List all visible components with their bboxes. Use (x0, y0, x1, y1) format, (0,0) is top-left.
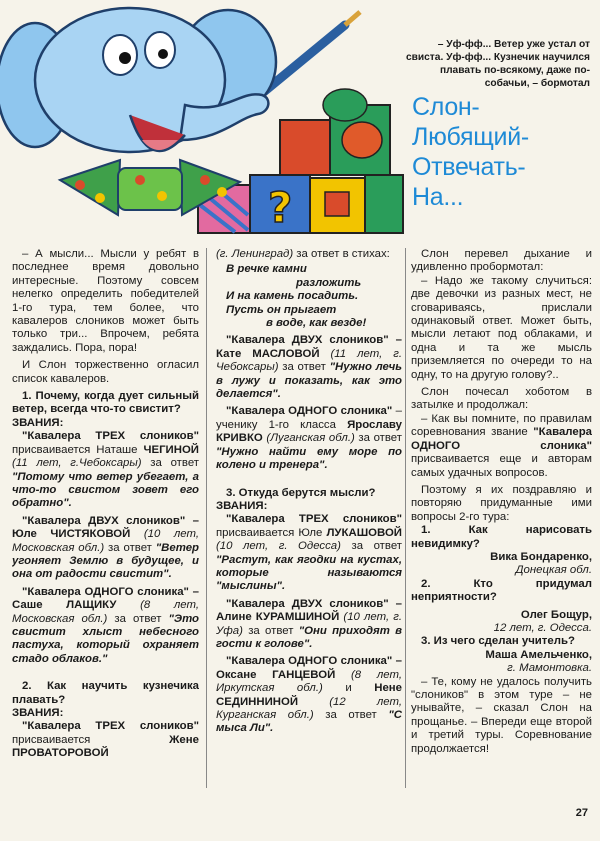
poem (226, 263, 402, 330)
award-text: присваивается Наташе (12, 443, 144, 456)
winner-info: (11 лет, г. Чебоксары) (216, 347, 402, 374)
winner-info: (8 лет, Иркутская обл.) (216, 668, 402, 695)
award-entry (216, 405, 402, 472)
award-text: за ответ (107, 612, 169, 625)
winner-info: (10 лет, г. Уфа) (216, 611, 402, 637)
award-text: за ответ (340, 540, 402, 553)
poem-line: разложить (296, 276, 362, 289)
award-title: "Кавалера ОДНОГО слоника" – Оксане ГАНЦЕВОЙ (216, 655, 402, 681)
winning-answer: "Они приходят в гости к голове". (216, 624, 402, 650)
paragraph: Слон перевел дыхание и удивленно пробормотал: (411, 248, 592, 274)
intro-text: – Уф-фф... Ветер уже устал от свиста. Уф-фф... Кузнечик научился плавать по-всякому, даже по-собачьи, – бормотал (405, 39, 590, 89)
heading-line: Слон- (412, 93, 480, 121)
award-text: за ответ (354, 432, 402, 445)
titles-label: ЗВАНИЯ: (12, 416, 64, 429)
award-entry (12, 430, 199, 510)
heading-line: Отвечать- (412, 153, 526, 181)
award-entry (216, 513, 402, 593)
winning-answer: "Это свистит хлыст небесного пастуха, который охраняет стадо облаков." (12, 612, 199, 665)
paragraph-text: присваивается еще и авторам самых удачных вопросов. (411, 453, 592, 479)
heading-line: На... (412, 183, 464, 211)
poem-line: Пусть он прыгает (226, 303, 337, 316)
paragraph: И Слон торжественно огласил список кавалеров. (12, 359, 199, 385)
winning-answer: "С мыса Ли". (216, 709, 402, 735)
winning-answer: "Нужно найти ему море по колено и тренера". (216, 445, 402, 472)
winner-name: Ярославу КРИВКО (216, 418, 402, 445)
question: 2. Кто придумал неприятности? (411, 577, 592, 604)
column-divider (206, 248, 207, 788)
winner-info: (10 лет, Московская обл.) (12, 528, 199, 554)
author-info: 12 лет, г. Одесса. (493, 621, 592, 634)
winning-answer: "Нужно лечь в лужу и показать, как это делается". (216, 361, 402, 401)
award-title: "Кавалера ОДНОГО слоника" (411, 426, 592, 452)
winner-name: ЧЕГИНОЙ (143, 443, 199, 456)
winner-info: (11 лет, г.Чебоксары) (12, 457, 142, 470)
column-2 (216, 248, 402, 808)
winning-answer: "Растут, как ягодки на кустах, которые называются "мыслины". (216, 553, 402, 593)
award-text: за ответ (141, 457, 199, 470)
award-title: "Кавалера ДВУХ слоников" – Юле ЧИСТЯКОВОЙ (12, 514, 199, 541)
award-entry (216, 598, 402, 652)
award-text: присваивается (12, 733, 170, 746)
author-info: Донецкая обл. (515, 564, 592, 577)
titles-label: ЗВАНИЯ: (12, 707, 64, 719)
award-text: присваивается Юле (216, 526, 327, 539)
titles-label: ЗВАНИЯ: (216, 499, 268, 512)
svg-text:?: ? (268, 183, 293, 232)
author-name: Маша Амельченко, (485, 648, 592, 661)
question: 2. Как научить кузнечика плавать? (12, 680, 199, 706)
winner-name: ЛУКАШОВОЙ (326, 526, 402, 539)
award-title: "Кавалера ДВУХ слоников" – Алине КУРАМШИНОЙ (216, 597, 402, 624)
article-heading (412, 92, 592, 212)
page-number: 27 (575, 807, 588, 819)
winning-answer: "Потому что ветер убегает, а что-то свистом зовет его обратно". (12, 470, 199, 510)
award-entry (216, 334, 402, 401)
award-text: за ответ (242, 624, 299, 637)
award-title: "Кавалера ОДНОГО слоника" – Саше ЛАЩИКУ (12, 585, 199, 612)
award-text: за ответ (278, 361, 330, 374)
award-title: "Кавалера ДВУХ слоников" – Кате МАСЛОВОЙ (216, 334, 402, 360)
award-entry (216, 655, 402, 735)
winner-info: (Луганская обл.) (262, 432, 355, 445)
award-title: "Кавалера ТРЕХ слоников" (226, 513, 402, 526)
award-entry (12, 515, 199, 582)
paragraph (411, 413, 592, 480)
poem-line: в воде, как везде! (266, 317, 367, 330)
paragraph-text: – Как вы помните, по правилам соревнования звание (411, 412, 592, 439)
award-text: и (322, 682, 375, 695)
winner-info: (8 лет, Московская обл.) (12, 599, 199, 625)
poem-line: В речке камни (226, 263, 307, 276)
award-title: "Кавалера ТРЕХ слоников" (22, 430, 199, 443)
winner-name: Жене ПРОВАТОРОВОЙ (12, 733, 199, 760)
award-text: – ученику 1-го класса (216, 405, 402, 431)
award-text: за ответ в стихах: (293, 248, 390, 260)
question: 1. Как нарисовать невидимку? (411, 524, 592, 550)
author-name: Вика Бондаренко, (490, 550, 592, 563)
poem-line: И на камень посадить. (226, 290, 359, 303)
question: 3. Из чего сделан учитель? (421, 635, 575, 648)
paragraph: Слон почесал хоботом в затылке и продолжал: (411, 386, 592, 412)
award-title: "Кавалера ОДНОГО слоника" (226, 405, 393, 418)
author-info: г. Мамонтовка. (507, 662, 592, 675)
paragraph: – Те, кому не удалось получить "слоников" в этом туре – не унывайте, – сказал Слон на прощанье. – Впереди еще второй и третий туры. Соревнование продолжается! (411, 675, 592, 755)
heading-line: Любящий- (412, 123, 529, 151)
paragraph: Поэтому я их поздравляю и повторяю придуманные ими вопросы 2-го тура: (411, 483, 592, 523)
elephant-illustration (0, 0, 405, 240)
award-entry (12, 586, 199, 666)
author-name: Олег Бощур, (520, 608, 592, 621)
column-1 (12, 248, 199, 808)
question: 3. Откуда берутся мысли? (226, 486, 376, 499)
column-3 (411, 248, 592, 808)
winner-info: (г. Ленинград) (216, 248, 294, 260)
award-text: за ответ (104, 541, 156, 554)
paragraph: – А мысли... Мысли у ребят в последнее время довольно интересные. Поэтому совсем нелегко определить победителей 1-го тура, тем более, что кавалеров слоников может быть только три... Впрочем, ребята заждались. Пора, пора! (12, 248, 199, 354)
winner-info: (12 лет, Курганская обл.) (216, 695, 402, 721)
winner-info: (10 лет, г. Одесса) (216, 540, 341, 553)
paragraph: – Надо же такому случиться: две девочки из разных мест, не сговариваясь, прислали одинаковый ответ. Может быть, мысли летают под облаками, и одна и та же мысль приземляется по очереди то на одну, то на другую голову?.. (411, 274, 592, 381)
winning-answer: "Ветер угоняет Землю в будущее, и она от радости свистит". (12, 541, 199, 581)
question: 1. Почему, когда дует сильный ветер, всегда что-то свистит? (12, 390, 199, 416)
award-title: "Кавалера ТРЕХ слоников" (22, 720, 199, 733)
column-divider (405, 248, 406, 788)
award-entry (12, 720, 199, 760)
winner-name: Нене СЕДИННИНОЙ (216, 682, 402, 708)
award-text: за ответ (313, 709, 389, 721)
award-entry-continued (216, 248, 402, 261)
